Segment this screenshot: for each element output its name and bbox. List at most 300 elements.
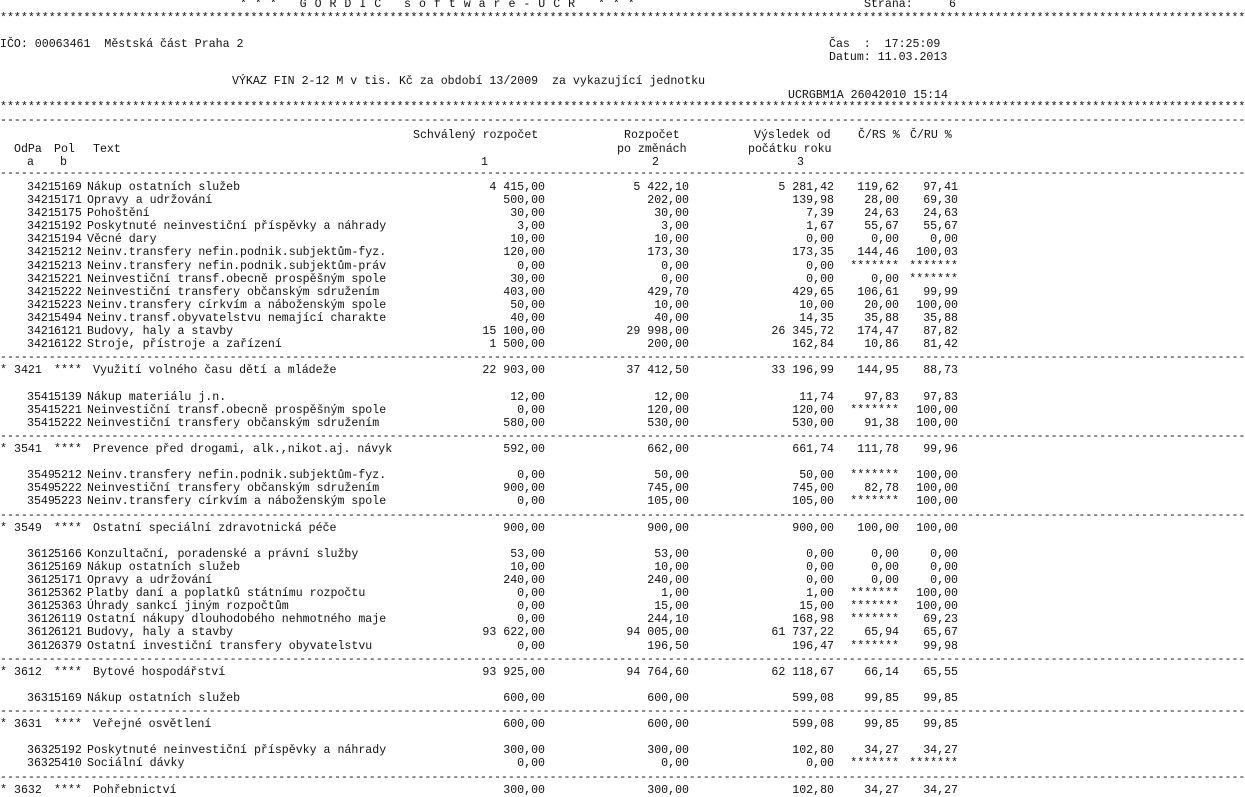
value-vysledek: 139,98 xyxy=(792,194,834,207)
col-pol: Pol xyxy=(54,143,75,156)
value-schvaleny: 40,00 xyxy=(510,312,545,325)
table-row xyxy=(0,600,960,613)
value-rozpocet: 745,00 xyxy=(647,482,689,495)
table-row xyxy=(0,495,960,508)
value-rozpocet: 94 005,00 xyxy=(626,626,689,639)
value-cru: 55,67 xyxy=(923,220,958,233)
value-vysledek: 162,84 xyxy=(792,338,834,351)
value-vysledek: 33 196,99 xyxy=(771,364,834,377)
cell-text: Neinvestiční transfery občanským sdružením xyxy=(87,286,380,299)
value-vysledek: 661,74 xyxy=(792,443,834,456)
value-vysledek: 0,00 xyxy=(806,757,834,770)
cell-odpa: 3421 xyxy=(27,233,55,246)
cell-pol: 5223 xyxy=(54,495,82,508)
value-rozpocet: 15,00 xyxy=(654,600,689,613)
col-a: a xyxy=(27,156,34,169)
col-po-zmenach: po změnách xyxy=(617,143,687,156)
cell-pol: 5192 xyxy=(54,220,82,233)
cell-pol: 6121 xyxy=(54,325,82,338)
cell-odpa: 3421 xyxy=(27,286,55,299)
cell-odpa: 3549 xyxy=(27,482,55,495)
cell-odpa: 3541 xyxy=(27,417,55,430)
col-schvaleny-rozpocet: Schválený rozpočet xyxy=(413,129,539,142)
table-row xyxy=(0,640,960,653)
value-cru: 99,85 xyxy=(923,692,958,705)
value-cru: 100,00 xyxy=(916,469,958,482)
value-rozpocet: 29 998,00 xyxy=(626,325,689,338)
value-rozpocet: 900,00 xyxy=(647,522,689,535)
cell-text: Budovy, haly a stavby xyxy=(87,626,234,639)
blank-row xyxy=(0,679,960,692)
value-cru: 0,00 xyxy=(930,548,958,561)
col-vysledek: Výsledek od xyxy=(754,129,831,142)
value-vysledek: 11,74 xyxy=(799,391,834,404)
value-crs: 91,38 xyxy=(864,417,899,430)
value-rozpocet: 10,00 xyxy=(654,299,689,312)
cell-text: Nákup materiálu j.n. xyxy=(87,391,227,404)
value-vysledek: 0,00 xyxy=(806,233,834,246)
value-rozpocet: 5 422,10 xyxy=(633,181,689,194)
report-header-title-line xyxy=(0,0,960,11)
cell-text: Stroje, přístroje a zařízení xyxy=(87,338,282,351)
cell-odpa: 3631 xyxy=(27,692,55,705)
cell-odpa: 3612 xyxy=(27,640,55,653)
subtotal-row xyxy=(0,718,960,731)
cell-text: Konzultační, poradenské a právní služby xyxy=(87,548,359,561)
cell-pol: 5171 xyxy=(54,194,82,207)
table-row xyxy=(0,574,960,587)
value-schvaleny: 30,00 xyxy=(510,273,545,286)
value-crs: ******* xyxy=(850,260,899,273)
value-crs: 99,85 xyxy=(864,692,899,705)
cell-odpa: 3612 xyxy=(14,666,42,679)
value-schvaleny: 900,00 xyxy=(503,482,545,495)
cell-pol: 6119 xyxy=(54,613,82,626)
cell-pol: 5194 xyxy=(54,233,82,246)
value-rozpocet: 53,00 xyxy=(654,548,689,561)
value-crs: 65,94 xyxy=(864,626,899,639)
value-rozpocet: 0,00 xyxy=(661,757,689,770)
col-3: 3 xyxy=(797,156,804,169)
cell-odpa: 3632 xyxy=(14,784,42,797)
value-crs: ******* xyxy=(850,613,899,626)
col-2: 2 xyxy=(652,156,659,169)
value-rozpocet: 120,00 xyxy=(647,404,689,417)
cell-odpa: 3421 xyxy=(27,325,55,338)
col-crs: Č/RS % xyxy=(858,129,900,142)
cell-odpa: 3612 xyxy=(27,561,55,574)
value-cru: 99,96 xyxy=(923,443,958,456)
subtotal-marker: **** xyxy=(54,666,82,679)
cell-pol: 5410 xyxy=(54,757,82,770)
value-crs: 174,47 xyxy=(857,325,899,338)
value-cru: 34,27 xyxy=(923,744,958,757)
value-schvaleny: 300,00 xyxy=(503,744,545,757)
value-schvaleny: 300,00 xyxy=(503,784,545,797)
cell-text: Neinv.transfery církvím a náboženským spole xyxy=(87,299,387,312)
value-vysledek: 7,39 xyxy=(806,207,834,220)
value-schvaleny: 600,00 xyxy=(503,692,545,705)
cell-pol: 5213 xyxy=(54,260,82,273)
blank-row xyxy=(0,535,960,548)
cell-odpa: 3421 xyxy=(27,220,55,233)
value-rozpocet: 10,00 xyxy=(654,561,689,574)
value-rozpocet: 202,00 xyxy=(647,194,689,207)
dash-separator: ----------------------------------------------------------------------------------------------------------------------------------------------------------------------------------- xyxy=(0,351,1245,364)
cell-pol: 5222 xyxy=(54,482,82,495)
cell-odpa: 3612 xyxy=(27,613,55,626)
table-row xyxy=(0,587,960,600)
table-row xyxy=(0,417,960,430)
cell-text: Neinvestiční transf.obecně prospěšným spole xyxy=(87,404,387,417)
report-code: UCRGBM1A 26042010 15:14 xyxy=(788,89,949,102)
value-vysledek: 5 281,42 xyxy=(778,181,834,194)
value-schvaleny: 900,00 xyxy=(503,522,545,535)
subtotal-marker: * xyxy=(0,784,7,797)
cell-pol: 5363 xyxy=(54,600,82,613)
print-date: Datum: 11.03.2013 xyxy=(829,51,948,64)
subtotal-row xyxy=(0,443,960,456)
page-label: Strana: xyxy=(864,0,913,11)
cell-odpa: 3421 xyxy=(27,312,55,325)
value-rozpocet: 240,00 xyxy=(647,574,689,587)
cell-pol: 5192 xyxy=(54,744,82,757)
col-text: Text xyxy=(93,143,121,156)
value-rozpocet: 40,00 xyxy=(654,312,689,325)
value-schvaleny: 500,00 xyxy=(503,194,545,207)
value-schvaleny: 0,00 xyxy=(517,469,545,482)
table-row xyxy=(0,325,960,338)
value-cru: 99,99 xyxy=(923,286,958,299)
value-vysledek: 14,35 xyxy=(799,312,834,325)
value-rozpocet: 10,00 xyxy=(654,233,689,246)
value-schvaleny: 0,00 xyxy=(517,640,545,653)
cell-text: Úhrady sankcí jiným rozpočtům xyxy=(87,600,289,613)
cell-pol: 5222 xyxy=(54,417,82,430)
cell-odpa: 3421 xyxy=(14,364,42,377)
value-schvaleny: 403,00 xyxy=(503,286,545,299)
value-crs: 106,61 xyxy=(857,286,899,299)
value-crs: 0,00 xyxy=(871,574,899,587)
value-rozpocet: 50,00 xyxy=(654,469,689,482)
cell-odpa: 3612 xyxy=(27,626,55,639)
value-crs: 100,00 xyxy=(857,522,899,535)
value-crs: 35,88 xyxy=(864,312,899,325)
value-crs: ******* xyxy=(850,757,899,770)
cell-text: Neinv.transfery církvím a náboženským spole xyxy=(87,495,387,508)
value-cru: 35,88 xyxy=(923,312,958,325)
cell-text: Neinv.transf.obyvatelstvu nemající charakte xyxy=(87,312,387,325)
cell-text: Ostatní investiční transfery obyvatelstvu xyxy=(87,640,373,653)
table-row xyxy=(0,626,960,639)
value-crs: 24,63 xyxy=(864,207,899,220)
subtotal-marker: **** xyxy=(54,443,82,456)
cell-pol: 6379 xyxy=(54,640,82,653)
cell-text: Poskytnuté neinvestiční příspěvky a náhrady xyxy=(87,220,387,233)
cell-odpa: 3549 xyxy=(14,522,42,535)
subtotal-marker: * xyxy=(0,718,7,731)
cell-odpa: 3549 xyxy=(27,469,55,482)
value-crs: 55,67 xyxy=(864,220,899,233)
value-crs: ******* xyxy=(850,495,899,508)
table-row xyxy=(0,181,960,194)
value-crs: 10,86 xyxy=(864,338,899,351)
table-row xyxy=(0,404,960,417)
value-schvaleny: 12,00 xyxy=(510,391,545,404)
table-row xyxy=(0,312,960,325)
table-row xyxy=(0,246,960,259)
value-schvaleny: 0,00 xyxy=(517,757,545,770)
value-vysledek: 50,00 xyxy=(799,469,834,482)
value-rozpocet: 200,00 xyxy=(647,338,689,351)
value-crs: 144,95 xyxy=(857,364,899,377)
value-vysledek: 900,00 xyxy=(792,522,834,535)
dash-separator: ----------------------------------------------------------------------------------------------------------------------------------------------------------------------------------- xyxy=(0,771,1245,784)
value-schvaleny: 3,00 xyxy=(517,220,545,233)
value-cru: 97,83 xyxy=(923,391,958,404)
table-row xyxy=(0,273,960,286)
value-cru: 100,00 xyxy=(916,587,958,600)
cell-text: Ostatní speciální zdravotnická péče xyxy=(93,522,337,535)
cell-pol: 5212 xyxy=(54,469,82,482)
cell-pol: 5221 xyxy=(54,273,82,286)
cell-pol: 5169 xyxy=(54,692,82,705)
value-cru: 99,98 xyxy=(923,640,958,653)
cell-odpa: 3632 xyxy=(27,757,55,770)
value-cru: 100,03 xyxy=(916,246,958,259)
value-cru: 100,00 xyxy=(916,299,958,312)
table-row xyxy=(0,757,960,770)
value-vysledek: 173,35 xyxy=(792,246,834,259)
cell-odpa: 3612 xyxy=(27,548,55,561)
value-vysledek: 0,00 xyxy=(806,561,834,574)
cell-text: Prevence před drogami, alk.,nikot.aj. návyk xyxy=(93,443,393,456)
subtotal-marker: * xyxy=(0,364,7,377)
stars-separator: *********************************************************************************************************************************************************************************** xyxy=(0,12,1245,25)
value-cru: ******* xyxy=(909,273,958,286)
organization-line xyxy=(0,38,960,51)
cell-odpa: 3632 xyxy=(27,744,55,757)
value-vysledek: 168,98 xyxy=(792,613,834,626)
value-schvaleny: 1 500,00 xyxy=(489,338,545,351)
cell-pol: 6122 xyxy=(54,338,82,351)
subtotal-marker: * xyxy=(0,522,7,535)
cell-pol: 5362 xyxy=(54,587,82,600)
value-rozpocet: 0,00 xyxy=(661,260,689,273)
date-line xyxy=(0,51,960,64)
subtotal-marker: **** xyxy=(54,784,82,797)
value-rozpocet: 600,00 xyxy=(647,718,689,731)
value-rozpocet: 37 412,50 xyxy=(626,364,689,377)
cell-odpa: 3631 xyxy=(14,718,42,731)
table-row xyxy=(0,391,960,404)
cell-odpa: 3541 xyxy=(27,404,55,417)
value-vysledek: 10,00 xyxy=(799,299,834,312)
value-cru: 87,82 xyxy=(923,325,958,338)
cell-text: Neinvestiční transf.obecně prospěšným spole xyxy=(87,273,387,286)
value-cru: 97,41 xyxy=(923,181,958,194)
subtotal-row xyxy=(0,522,960,535)
dash-separator: ----------------------------------------------------------------------------------------------------------------------------------------------------------------------------------- xyxy=(0,430,1245,443)
table-row xyxy=(0,220,960,233)
value-crs: ******* xyxy=(850,600,899,613)
value-schvaleny: 93 925,00 xyxy=(482,666,545,679)
cell-odpa: 3421 xyxy=(27,246,55,259)
page-number: 6 xyxy=(949,0,956,11)
subtotal-row xyxy=(0,364,960,377)
value-cru: ******* xyxy=(909,260,958,273)
dash-separator: ----------------------------------------------------------------------------------------------------------------------------------------------------------------------------------- xyxy=(0,509,1245,522)
cell-pol: 5166 xyxy=(54,548,82,561)
cell-odpa: 3612 xyxy=(27,587,55,600)
table-row xyxy=(0,286,960,299)
value-schvaleny: 15 100,00 xyxy=(482,325,545,338)
value-vysledek: 599,08 xyxy=(792,718,834,731)
value-vysledek: 105,00 xyxy=(792,495,834,508)
cell-odpa: 3612 xyxy=(27,600,55,613)
value-rozpocet: 12,00 xyxy=(654,391,689,404)
value-schvaleny: 0,00 xyxy=(517,260,545,273)
cell-odpa: 3421 xyxy=(27,299,55,312)
cell-pol: 5139 xyxy=(54,391,82,404)
cell-odpa: 3421 xyxy=(27,273,55,286)
cell-text: Využití volného času dětí a mládeže xyxy=(93,364,337,377)
value-vysledek: 599,08 xyxy=(792,692,834,705)
cell-pol: 5175 xyxy=(54,207,82,220)
value-vysledek: 61 737,22 xyxy=(771,626,834,639)
value-rozpocet: 429,70 xyxy=(647,286,689,299)
subtotal-marker: * xyxy=(0,666,7,679)
value-rozpocet: 3,00 xyxy=(661,220,689,233)
print-time: Čas : 17:25:09 xyxy=(829,38,941,51)
table-row xyxy=(0,744,960,757)
cell-text: Neinv.transfery nefin.podnik.subjektům-fyz. xyxy=(87,246,387,259)
table-row xyxy=(0,692,960,705)
cell-text: Neinvestiční transfery občanským sdružením xyxy=(87,482,380,495)
value-cru: 0,00 xyxy=(930,233,958,246)
cell-pol: 5221 xyxy=(54,404,82,417)
cell-odpa: 3541 xyxy=(14,443,42,456)
value-crs: 99,85 xyxy=(864,718,899,731)
value-schvaleny: 580,00 xyxy=(503,417,545,430)
subtotal-marker: **** xyxy=(54,718,82,731)
table-row xyxy=(0,548,960,561)
value-vysledek: 0,00 xyxy=(806,574,834,587)
value-crs: 0,00 xyxy=(871,233,899,246)
value-schvaleny: 10,00 xyxy=(510,561,545,574)
value-cru: 100,00 xyxy=(916,522,958,535)
column-header-row-2 xyxy=(0,143,960,156)
cell-text: Opravy a udržování xyxy=(87,574,213,587)
cell-text: Nákup ostatních služeb xyxy=(87,692,241,705)
blank-row xyxy=(0,456,960,469)
cell-text: Poskytnuté neinvestiční příspěvky a náhrady xyxy=(87,744,387,757)
cell-pol: 5223 xyxy=(54,299,82,312)
value-schvaleny: 240,00 xyxy=(503,574,545,587)
value-crs: 20,00 xyxy=(864,299,899,312)
value-vysledek: 26 345,72 xyxy=(771,325,834,338)
value-cru: 100,00 xyxy=(916,417,958,430)
value-cru: 69,23 xyxy=(923,613,958,626)
cell-text: Nákup ostatních služeb xyxy=(87,561,241,574)
value-crs: 82,78 xyxy=(864,482,899,495)
cell-text: Bytové hospodářství xyxy=(93,666,226,679)
cell-text: Neinv.transfery nefin.podnik.subjektům-fyz. xyxy=(87,469,387,482)
cell-pol: 5169 xyxy=(54,561,82,574)
value-vysledek: 196,47 xyxy=(792,640,834,653)
cell-pol: 5494 xyxy=(54,312,82,325)
value-schvaleny: 0,00 xyxy=(517,404,545,417)
value-cru: 24,63 xyxy=(923,207,958,220)
col-cru: Č/RU % xyxy=(910,129,952,142)
value-crs: 111,78 xyxy=(857,443,899,456)
value-crs: 0,00 xyxy=(871,548,899,561)
cell-odpa: 3549 xyxy=(27,495,55,508)
value-cru: 0,00 xyxy=(930,574,958,587)
subtotal-marker: **** xyxy=(54,364,82,377)
value-schvaleny: 120,00 xyxy=(503,246,545,259)
table-row xyxy=(0,299,960,312)
value-rozpocet: 244,10 xyxy=(647,613,689,626)
cell-text: Neinvestiční transfery občanským sdružením xyxy=(87,417,380,430)
table-row xyxy=(0,469,960,482)
cell-pol: 5222 xyxy=(54,286,82,299)
value-cru: 0,00 xyxy=(930,561,958,574)
value-cru: 65,55 xyxy=(923,666,958,679)
table-row xyxy=(0,194,960,207)
value-vysledek: 1,67 xyxy=(806,220,834,233)
value-schvaleny: 30,00 xyxy=(510,207,545,220)
stars-separator-2: *********************************************************************************************************************************************************************************** xyxy=(0,101,1245,114)
table-row xyxy=(0,233,960,246)
value-vysledek: 120,00 xyxy=(792,404,834,417)
cell-text: Platby daní a poplatků státnímu rozpočtu xyxy=(87,587,366,600)
cell-odpa: 3421 xyxy=(27,194,55,207)
value-vysledek: 102,80 xyxy=(792,744,834,757)
subtotal-row xyxy=(0,666,960,679)
table-row xyxy=(0,482,960,495)
col-b: b xyxy=(60,156,67,169)
value-rozpocet: 196,50 xyxy=(647,640,689,653)
cell-odpa: 3421 xyxy=(27,207,55,220)
cell-text: Nákup ostatních služeb xyxy=(87,181,241,194)
cell-text: Budovy, haly a stavby xyxy=(87,325,234,338)
value-schvaleny: 50,00 xyxy=(510,299,545,312)
cell-text: Sociální dávky xyxy=(87,757,185,770)
value-rozpocet: 30,00 xyxy=(654,207,689,220)
value-cru: 100,00 xyxy=(916,600,958,613)
value-cru: ******* xyxy=(909,757,958,770)
value-rozpocet: 0,00 xyxy=(661,273,689,286)
value-rozpocet: 94 764,60 xyxy=(626,666,689,679)
value-rozpocet: 530,00 xyxy=(647,417,689,430)
value-cru: 100,00 xyxy=(916,404,958,417)
cell-odpa: 3421 xyxy=(27,338,55,351)
value-schvaleny: 22 903,00 xyxy=(482,364,545,377)
value-crs: 34,27 xyxy=(864,744,899,757)
value-rozpocet: 105,00 xyxy=(647,495,689,508)
value-schvaleny: 600,00 xyxy=(503,718,545,731)
cell-pol: 5169 xyxy=(54,181,82,194)
table-row xyxy=(0,561,960,574)
subtotal-marker: **** xyxy=(54,522,82,535)
value-crs: 66,14 xyxy=(864,666,899,679)
value-schvaleny: 0,00 xyxy=(517,587,545,600)
value-cru: 65,67 xyxy=(923,626,958,639)
value-vysledek: 530,00 xyxy=(792,417,834,430)
dash-separator-header: ----------------------------------------------------------------------------------------------------------------------------------------------------------------------------------- xyxy=(0,114,1245,127)
col-pocatku-roku: počátku roku xyxy=(748,143,832,156)
